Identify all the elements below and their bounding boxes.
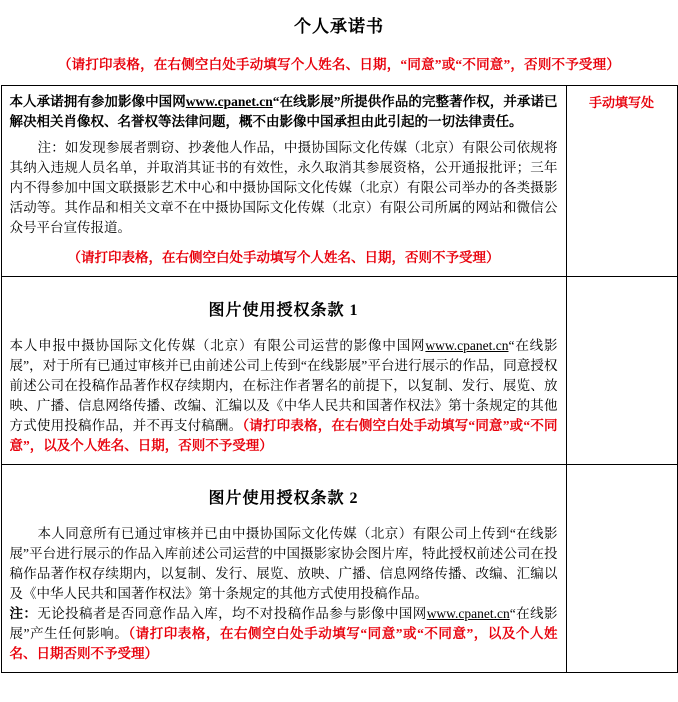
table-row-commitment	[1, 86, 677, 277]
table-row-authorization-1	[1, 277, 677, 465]
authorization-1-fill-cell[interactable]	[566, 277, 677, 465]
authorization-2-note-label: 注：	[9, 606, 38, 621]
authorization-1-inline-notice: （请打印表格，在右侧空白处手动填写“同意”或“不同意”，以及个人姓名、日期，否则不予受理）	[9, 418, 558, 453]
commitment-cell	[1, 86, 566, 277]
page-title: 个人承诺书	[294, 17, 384, 36]
authorization-2-cell	[1, 465, 566, 673]
commitment-site-link[interactable]: www.cpanet.cn	[185, 94, 273, 109]
manual-fill-cell[interactable]: 手动填写处	[566, 86, 677, 277]
authorization-1-body	[10, 336, 558, 456]
commitment-body-part1: 本人承诺拥有参加影像中国网	[9, 94, 186, 109]
commitment-table	[1, 85, 678, 673]
commitment-footer-notice: （请打印表格，在右侧空白处手动填写个人姓名、日期，否则不予受理）	[67, 250, 500, 265]
table-row-authorization-2	[1, 465, 677, 673]
authorization-2-note-part1: 无论投稿者是否同意作品入库，均不对投稿作品参与影像中国网	[37, 606, 427, 621]
authorization-1-site-link[interactable]: www.cpanet.cn	[425, 338, 509, 353]
authorization-1-body-part2: “在线影展”，对于所有已通过审核并已由前述公司上传到“在线影展”平台进行展示的作品，同意授权前述公司在投稿作品著作权存续期内，在标注作者署名的前提下，以复制、发行、展览、放映、广播、信息网络传播、改编、汇编以及《中华人民共和国著作权法》第十条规定的其他方式使用投稿作品，并不再支付稿酬。	[9, 338, 558, 433]
authorization-2-title: 图片使用授权条款 2	[208, 490, 359, 507]
commitment-body	[10, 92, 558, 132]
top-notice: （请打印表格，在右侧空白处手动填写个人姓名、日期，“同意”或“不同意”，否则不予受理）	[57, 57, 621, 72]
commitment-note: 注：如发现参展者剽窃、抄袭他人作品，中摄协国际文化传媒（北京）有限公司依规将其纳入违规人员名单，并取消其证书的有效性，永久取消其参展资格，公开通报批评；三年内不得参加中国文联摄影艺术中心和中摄协国际文化传媒（北京）有限公司举办的各类摄影活动等。其作品和相关文章不在中摄协国际文化传媒（北京）有限公司所属的网站和微信公众号平台宣传报道。	[9, 140, 558, 235]
authorization-1-cell	[1, 277, 566, 465]
authorization-2-note	[10, 604, 558, 664]
authorization-2-site-link[interactable]: www.cpanet.cn	[426, 606, 510, 621]
authorization-2-inline-notice: （请打印表格，在右侧空白处手动填写“同意”或“不同意”，以及个人姓名、日期否则不予受理）	[9, 626, 558, 661]
commitment-body-part2: “在线影展”所提供作品的完整著作权，并承诺已解决相关肖像权、名誉权等法律问题，概不由影像中国承担由此引起的一切法律责任。	[9, 94, 558, 129]
authorization-1-body-part1: 本人申报中摄协国际文化传媒（北京）有限公司运营的影像中国网	[9, 338, 426, 353]
authorization-2-fill-cell[interactable]	[566, 465, 677, 673]
authorization-2-note-part2: “在线影展”产生任何影响。	[9, 606, 558, 641]
authorization-2-body: 本人同意所有已通过审核并已由中摄协国际文化传媒（北京）有限公司上传到“在线影展”平台进行展示的作品入库前述公司运营的中国摄影家协会图片库，特此授权前述公司在投稿作品著作权存续期内，以复制、发行、展览、放映、广播、信息网络传播、改编、汇编以及《中华人民共和国著作权法》第十条规定的其他方式使用投稿作品。	[9, 526, 558, 601]
authorization-1-title: 图片使用授权条款 1	[208, 302, 359, 319]
